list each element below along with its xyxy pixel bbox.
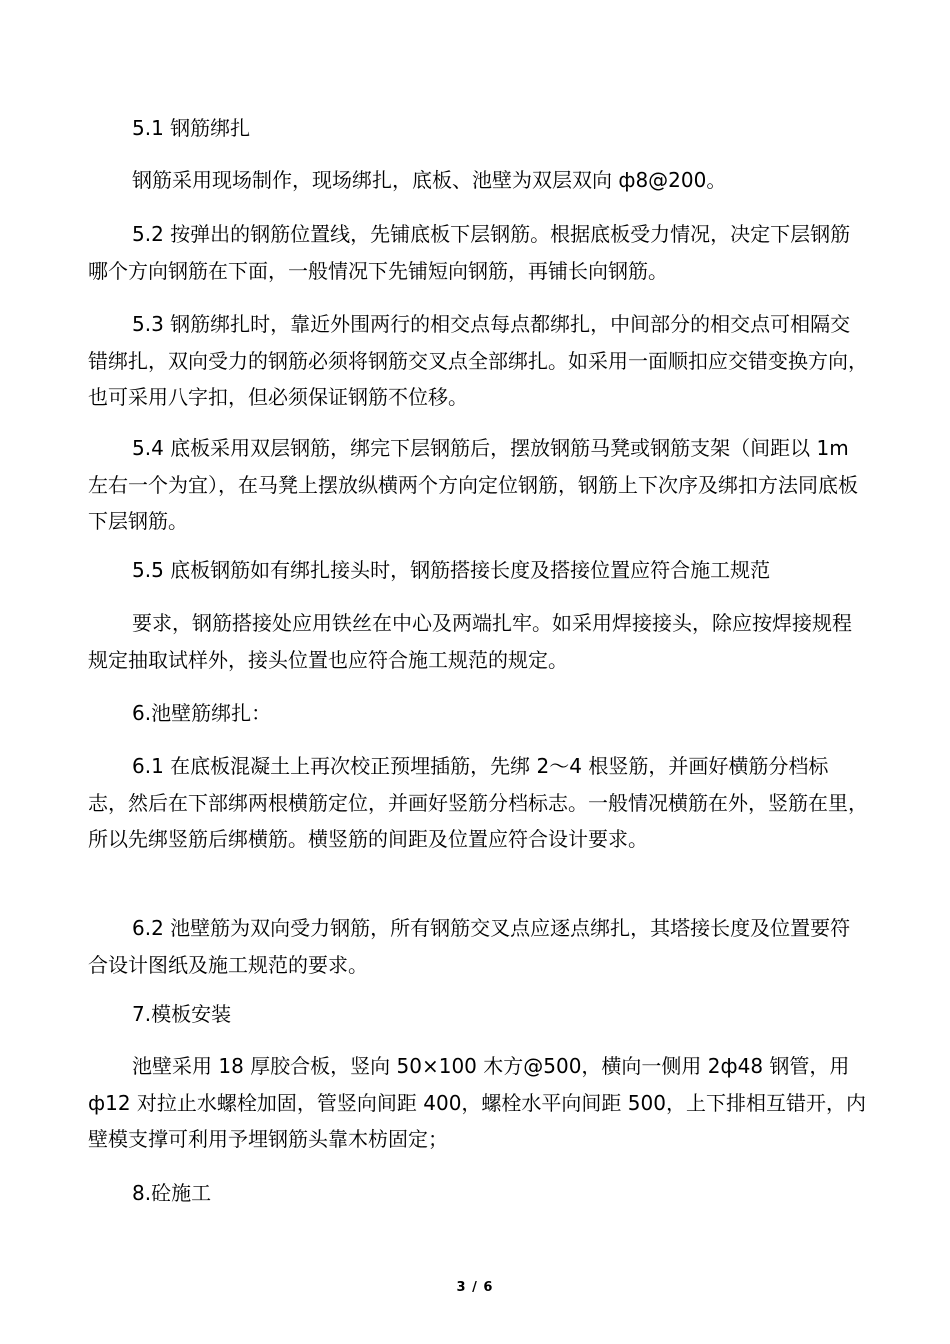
paragraph: 要求，钢筋搭接处应用铁丝在中心及两端扎牢。如采用焊接接头，除应按焊接规程规定抽取试样外，接头位置也应符合施工规范的规定。	[88, 611, 852, 672]
section-heading-7: 7.模板安装	[132, 1002, 232, 1026]
paragraph: 钢筋采用现场制作，现场绑扎，底板、池壁为双层双向 ф8@200。	[132, 168, 727, 192]
paragraph: 5.3 钢筋绑扎时，靠近外围两行的相交点每点都绑扎，中间部分的相交点可相隔交错绑扎，双向受力的钢筋必须将钢筋交叉点全部绑扎。如采用一面顺扣应交错变换方向，也可采用八字扣，但必须保证钢筋不位移。	[88, 312, 868, 409]
section-heading-6: 6.池壁筋绑扎：	[132, 701, 272, 725]
paragraph: 池壁采用 18 厚胶合板，竖向 50×100 木方@500，横向一侧用 2ф48 钢管，用 ф12 对拉止水螺栓加固，管竖向间距 400，螺栓水平向间距 500，上下排相互错开，内壁模支撑可利用予埋钢筋头靠木枋固定；	[88, 1054, 866, 1151]
section-heading-8: 8.砼施工	[132, 1181, 212, 1205]
paragraph: 6.2 池壁筋为双向受力钢筋，所有钢筋交叉点应逐点绑扎，其塔接长度及位置要符合设计图纸及施工规范的要求。	[88, 916, 851, 977]
paragraph: 5.2 按弹出的钢筋位置线，先铺底板下层钢筋。根据底板受力情况，决定下层钢筋哪个方向钢筋在下面，一般情况下先铺短向钢筋，再铺长向钢筋。	[88, 222, 851, 283]
paragraph: 5.5 底板钢筋如有绑扎接头时，钢筋搭接长度及搭接位置应符合施工规范	[132, 558, 771, 582]
section-heading-5-1: 5.1 钢筋绑扎	[132, 116, 251, 140]
page-number: 3 / 6	[456, 1280, 494, 1295]
paragraph: 6.1 在底板混凝土上再次校正预埋插筋，先绑 2～4 根竖筋，并画好横筋分档标志，然后在下部绑两根横筋定位，并画好竖筋分档标志。一般情况横筋在外，竖筋在里，所以先绑竖筋后绑横筋。横竖筋的间距及位置应符合设计要求。	[88, 754, 868, 851]
paragraph: 5.4 底板采用双层钢筋，绑完下层钢筋后，摆放钢筋马凳或钢筋支架（间距以 1m 左右一个为宜），在马凳上摆放纵横两个方向定位钢筋，钢筋上下次序及绑扣方法同底板下层钢筋。	[88, 436, 858, 533]
